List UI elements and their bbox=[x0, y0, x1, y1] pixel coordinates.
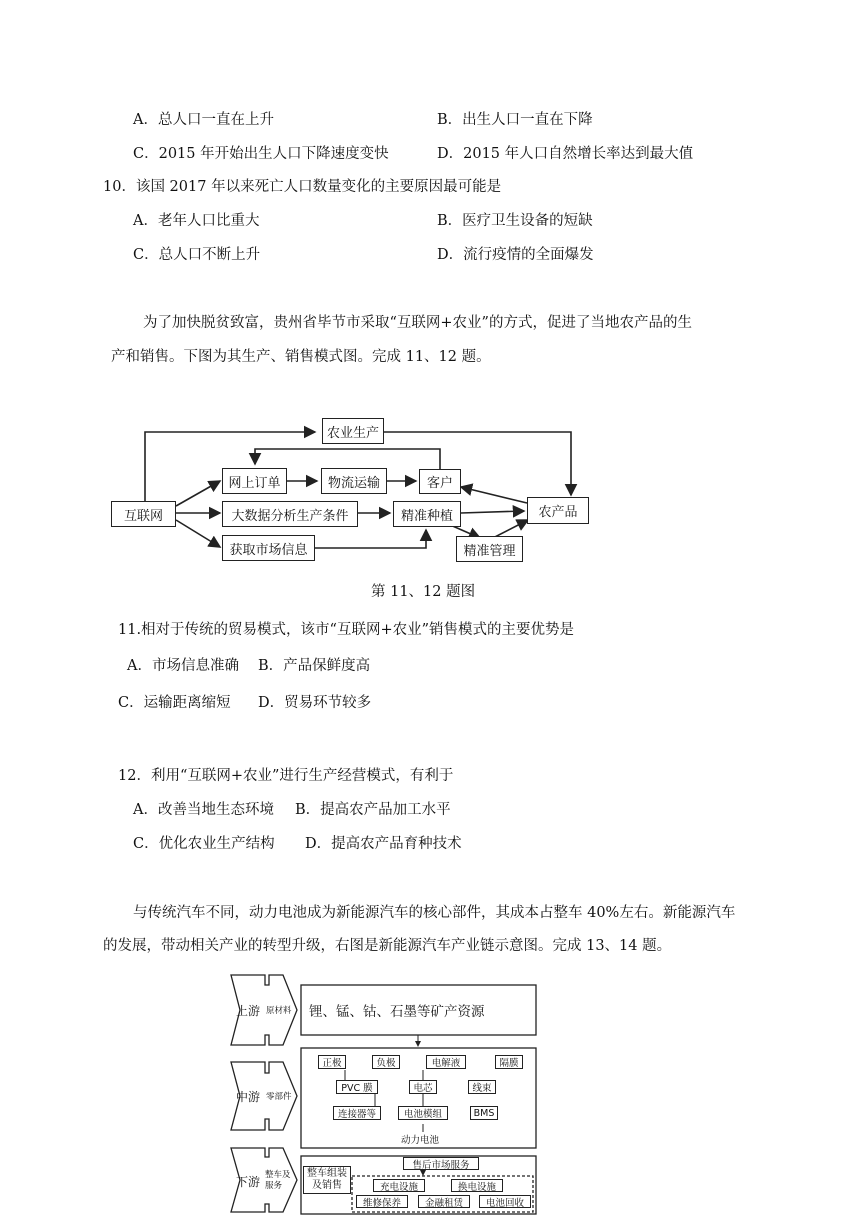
node-online-order: 网上订单 bbox=[222, 468, 287, 494]
mid-anode: 负极 bbox=[372, 1055, 400, 1069]
node-logistics: 物流运输 bbox=[321, 468, 387, 494]
q12-option-d: D．提高农产品育种技术 bbox=[305, 836, 462, 852]
q12-stem: 12．利用“互联网+农业”进行生产经营模式，有利于 bbox=[118, 768, 454, 784]
mid-power-battery: 动力电池 bbox=[401, 1135, 440, 1146]
q10-option-d: D．流行疫情的全面爆发 bbox=[437, 247, 594, 263]
mid-harness: 线束 bbox=[468, 1080, 496, 1094]
down-aftermarket: 售后市场服务 bbox=[403, 1157, 479, 1170]
node-internet: 互联网 bbox=[111, 501, 176, 527]
node-farm-production: 农业生产 bbox=[322, 418, 384, 444]
mid-separator: 隔膜 bbox=[495, 1055, 523, 1069]
q10-option-a: A．老年人口比重大 bbox=[133, 213, 260, 229]
stage-upstream-label: 上游 bbox=[236, 1004, 261, 1018]
mid-connectors: 连接器等 bbox=[333, 1106, 381, 1120]
node-farm-products: 农产品 bbox=[527, 497, 589, 524]
mid-pvc-film: PVC 膜 bbox=[336, 1080, 378, 1094]
node-precision-planting: 精准种植 bbox=[393, 501, 461, 527]
q9-option-c: C．2015 年开始出生人口下降速度变快 bbox=[133, 146, 389, 162]
down-assembly-sales: 整车组装及销售 bbox=[303, 1166, 351, 1194]
mid-cathode: 正极 bbox=[318, 1055, 346, 1069]
q11-stem: 11.相对于传统的贸易模式，该市“互联网+农业”销售模式的主要优势是 bbox=[118, 622, 575, 638]
node-big-data: 大数据分析生产条件 bbox=[222, 501, 358, 527]
intro1-line2: 产和销售。下图为其生产、销售模式图。完成 11、12 题。 bbox=[111, 349, 491, 365]
node-customer: 客户 bbox=[419, 469, 461, 494]
q11-option-d: D．贸易环节较多 bbox=[258, 695, 372, 711]
diagram1-caption: 第 11、12 题图 bbox=[371, 584, 476, 600]
stage-midstream-tag: 零部件 bbox=[266, 1092, 292, 1102]
stage-midstream-label: 中游 bbox=[236, 1090, 261, 1104]
stage-downstream-tag: 整车及服务 bbox=[265, 1170, 291, 1191]
stage-upstream-tag: 原材料 bbox=[266, 1006, 292, 1016]
intro1-line1: 为了加快脱贫致富，贵州省毕节市采取“互联网+农业”的方式，促进了当地农产品的生 bbox=[143, 315, 692, 331]
q11-option-b: B．产品保鲜度高 bbox=[258, 658, 371, 674]
q12-option-c: C．优化农业生产结构 bbox=[133, 836, 275, 852]
mid-bms: BMS bbox=[470, 1106, 498, 1120]
upstream-content: 锂、锰、钴、石墨等矿产资源 bbox=[309, 1004, 485, 1020]
down-finance-leasing: 金融租赁 bbox=[418, 1195, 470, 1208]
q9-option-a: A．总人口一直在上升 bbox=[133, 112, 274, 128]
stage-downstream-label: 下游 bbox=[236, 1175, 261, 1189]
down-maintenance: 维修保养 bbox=[356, 1195, 408, 1208]
intro2-line1: 与传统汽车不同，动力电池成为新能源汽车的核心部件，其成本占整车 40%左右。新能源汽车 bbox=[133, 905, 736, 921]
node-market-info: 获取市场信息 bbox=[222, 535, 315, 561]
mid-cell: 电芯 bbox=[409, 1080, 437, 1094]
node-precision-management: 精准管理 bbox=[456, 536, 523, 562]
q10-option-b: B．医疗卫生设备的短缺 bbox=[437, 213, 593, 229]
down-battery-swap: 换电设施 bbox=[451, 1179, 503, 1192]
q10-stem: 10．该国 2017 年以来死亡人口数量变化的主要原因最可能是 bbox=[103, 179, 502, 195]
q9-option-b: B．出生人口一直在下降 bbox=[437, 112, 593, 128]
q11-option-a: A．市场信息准确 bbox=[127, 658, 239, 674]
down-charging: 充电设施 bbox=[373, 1179, 425, 1192]
q11-option-c: C．运输距离缩短 bbox=[118, 695, 231, 711]
q12-option-b: B．提高农产品加工水平 bbox=[295, 802, 451, 818]
q9-option-d: D．2015 年人口自然增长率达到最大值 bbox=[437, 146, 694, 162]
q12-option-a: A．改善当地生态环境 bbox=[133, 802, 274, 818]
mid-electrolyte: 电解液 bbox=[426, 1055, 466, 1069]
intro2-line2: 的发展，带动相关产业的转型升级，右图是新能源汽车产业链示意图。完成 13、14 题。 bbox=[103, 938, 672, 954]
q10-option-c: C．总人口不断上升 bbox=[133, 247, 261, 263]
down-battery-recycling: 电池回收 bbox=[479, 1195, 531, 1208]
mid-battery-module: 电池模组 bbox=[398, 1106, 448, 1120]
